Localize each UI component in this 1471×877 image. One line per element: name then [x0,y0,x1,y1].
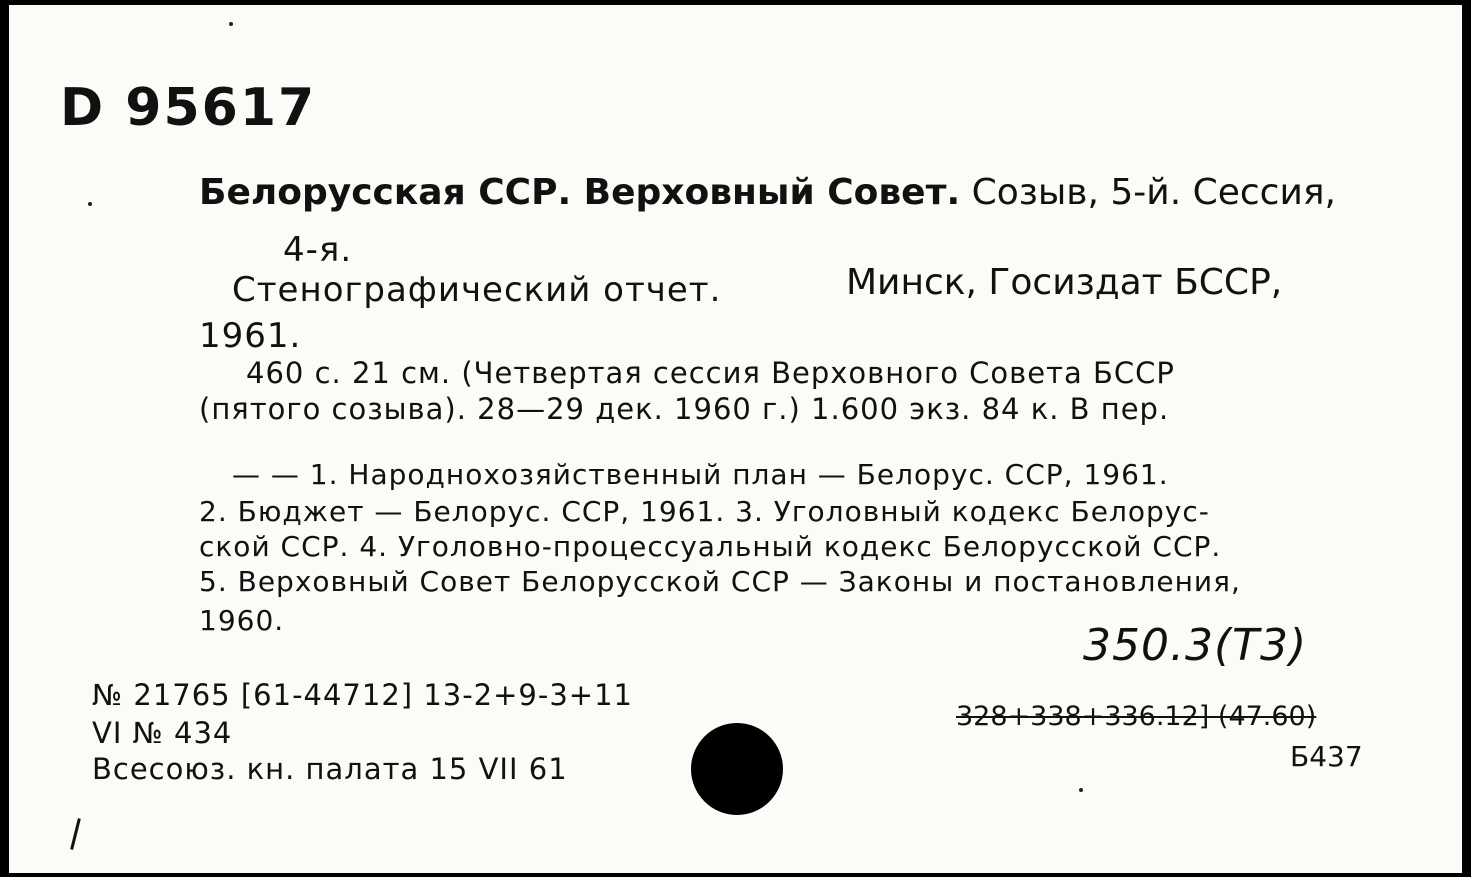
heading-normal: Созыв, 5-й. Сессия, [960,172,1336,213]
imprint: Минск, Госиздат БССР, [846,262,1283,303]
pencil-tick-mark [70,818,81,850]
author-mark: Б437 [1290,740,1363,773]
bibliographic-source: Всесоюз. кн. палата 15 VII 61 [92,752,568,786]
card-top-edge [0,0,1471,5]
heading-bold: Белорусская ССР. Верховный Совет. [199,172,961,213]
speck [1079,788,1083,792]
bibliographic-volume: VI № 434 [92,716,233,750]
subject-line: — — 1. Народнохозяйственный план — Белорус. ССР, 1961. [232,458,1169,491]
call-number: D 95617 [60,78,317,138]
subject-line: 2. Бюджет — Белорус. ССР, 1961. 3. Уголовный кодекс Белорус- [199,495,1210,528]
punch-hole [691,723,783,815]
heading-line [199,172,1336,213]
handwritten-classification: 350.3(Т3) [1083,620,1308,671]
imprint-year: 1961. [199,316,302,356]
card-right-edge [1462,0,1471,877]
card-bottom-edge [0,873,1471,877]
title: Стенографический отчет. [232,270,722,310]
heading-continuation: 4-я. [283,230,353,270]
collation-line-1: 460 с. 21 см. (Четвертая сессия Верховного Совета БССР [246,356,1175,390]
crossed-out-classification: 328+338+336.12] (47.60) [956,701,1317,732]
subject-line: 1960. [199,604,285,637]
subject-line: ской ССР. 4. Уголовно-процессуальный кодекс Белорусской ССР. [199,530,1222,563]
bibliographic-number: № 21765 [61-44712] 13-2+9-3+11 [92,678,633,712]
subject-line: 5. Верховный Совет Белорусской ССР — Законы и постановления, [199,565,1241,598]
collation-line-2: (пятого созыва). 28—29 дек. 1960 г.) 1.600 экз. 84 к. В пер. [199,392,1170,426]
speck [229,22,233,26]
speck [88,202,92,206]
card-left-edge [0,0,9,877]
